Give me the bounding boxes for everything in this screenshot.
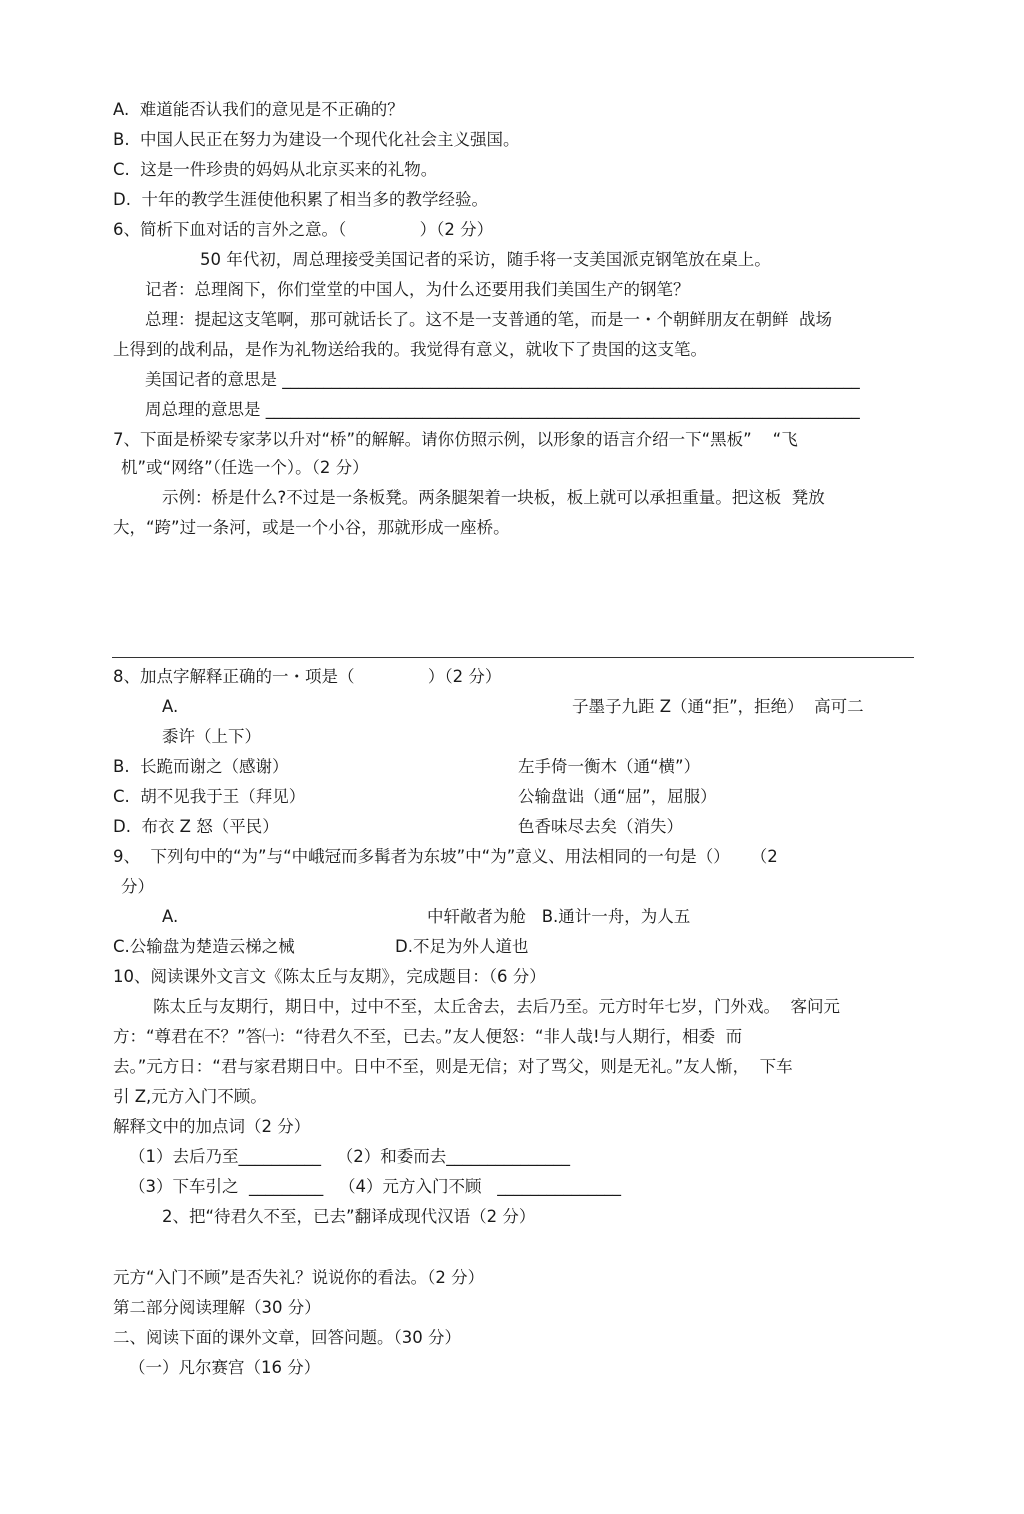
q8-option-b-left: B. 长跪而谢之（感谢） (113, 757, 289, 776)
q9-title-line-1: 9、 下列句中的“为”与“中峨冠而多髯者为东坡”中“为”意义、用法相同的一句是（） （2 (113, 847, 778, 866)
q10-opinion-question: 元方“入门不顾”是否失礼？说说你的看法。（2 分） (113, 1268, 485, 1287)
q8-option-d-right: 色香味尽去矣（消失） (518, 817, 683, 836)
section-divider (112, 657, 914, 658)
q8-option-a-cont: 黍许（上下） (162, 727, 261, 746)
q10-passage-line-3: 去。”元方日：“君与家君期日中。日中不至，则是无信；对了骂父，则是无礼。”友人惭， 下车 (113, 1057, 793, 1076)
q10-translate-question: 2、把“待君久不至，已去”翻译成现代汉语（2 分） (162, 1207, 536, 1226)
q9-option-a-b: 中轩敞者为舱 B.通计一舟，为人五 (427, 907, 691, 926)
q8-option-b-right: 左手倚一衡木（通“横”） (518, 757, 701, 776)
q10-explain-title: 解释文中的加点词（2 分） (113, 1117, 311, 1136)
part2-title: 第二部分阅读理解（30 分） (113, 1298, 321, 1317)
q7-title-line-2: 机”或“网络”（任选一个）。（2 分） (121, 458, 369, 477)
q8-option-c-right: 公输盘诎（通“屈”，屈服） (518, 787, 717, 806)
q10-passage-line-4: 引 Z,元方入门不顾。 (113, 1087, 267, 1106)
q8-option-a-right: 子墨子九距 Z（通“拒”，拒绝） 高可二 (572, 697, 864, 716)
q10-sub-items-3-4: （3）下车引之 _________ （4）元方入门不顾 _______________ (129, 1177, 621, 1196)
q9-title-line-2: 分） (121, 877, 154, 896)
q8-option-c-left: C. 胡不见我于王（拜见） (113, 787, 306, 806)
q9-option-a-label: A. (162, 907, 179, 926)
q6-premier-line-2: 上得到的战利品，是作为礼物送给我的。我觉得有意义，就收下了贵国的这支笔。 (113, 340, 707, 359)
q9-option-c: C.公输盘为楚造云梯之械 (113, 937, 295, 956)
q5-option-d: D. 十年的教学生涯使他积累了相当多的教学经验。 (113, 190, 488, 209)
q7-example-line-2: 大，“跨”过一条河，或是一个小谷，那就形成一座桥。 (113, 518, 510, 537)
q10-passage-line-2: 方：“尊君在不？”答㈠：“待君久不至，已去。”友人便怒：“非人哉!与人期行，相委 而 (113, 1027, 743, 1046)
q6-premier-line-1: 总理：提起这支笔啊，那可就话长了。这不是一支普通的笔，而是一・个朝鲜朋友在朝鲜 战场 (145, 310, 832, 329)
part2-section-heading: 二、阅读下面的课外文章，回答问题。（30 分） (113, 1328, 461, 1347)
q10-sub-items-1-2: （1）去后乃至__________ （2）和委而去_______________ (129, 1147, 570, 1166)
q6-answer-reporter: 美国记者的意思是 ______________________________________________________________________ (145, 370, 860, 389)
q9-option-d: D.不足为外人道也 (395, 937, 529, 956)
q7-example-line-1: 示例：桥是什么?不过是一条板凳。两条腿架着一块板，板上就可以承担重量。把这板 凳放 (162, 488, 825, 507)
q8-option-d-left: D. 布衣 Z 怒（平民） (113, 817, 279, 836)
q8-option-a-label: A. (162, 697, 179, 716)
q7-title-line-1: 7、下面是桥梁专家茅以升对“桥”的解解。请你仿照示例，以形象的语言介绍一下“黑板” “飞 (113, 430, 798, 449)
q6-reporter-line: 记者：总理阁下，你们堂堂的中国人，为什么还要用我们美国生产的钢笔？ (145, 280, 690, 299)
q5-option-a: A. 难道能否认我们的意见是不正确的？ (113, 100, 404, 119)
q6-answer-premier: 周总理的意思是 ________________________________________________________________________ (145, 400, 860, 419)
q10-title: 10、阅读课外文言文《陈太丘与友期》，完成题目：（6 分） (113, 967, 546, 986)
q6-title: 6、简析下血对话的言外之意。（ ）（2 分） (113, 220, 494, 239)
q5-option-c: C. 这是一件珍贵的妈妈从北京买来的礼物。 (113, 160, 438, 179)
q6-intro: 50 年代初，周总理接受美国记者的采访，随手将一支美国派克钢笔放在桌上。 (200, 250, 771, 269)
q10-passage-line-1: 陈太丘与友期行，期日中，过中不至，太丘舍去，去后乃至。元方时年七岁，门外戏。 客问元 (153, 997, 840, 1016)
q5-option-b: B. 中国人民正在努力为建设一个现代化社会主义强国。 (113, 130, 520, 149)
q8-title: 8、加点字解释正确的一・项是（ ）（2 分） (113, 667, 502, 686)
part2-subsection-heading: （一）凡尔赛宫（16 分） (129, 1358, 321, 1377)
